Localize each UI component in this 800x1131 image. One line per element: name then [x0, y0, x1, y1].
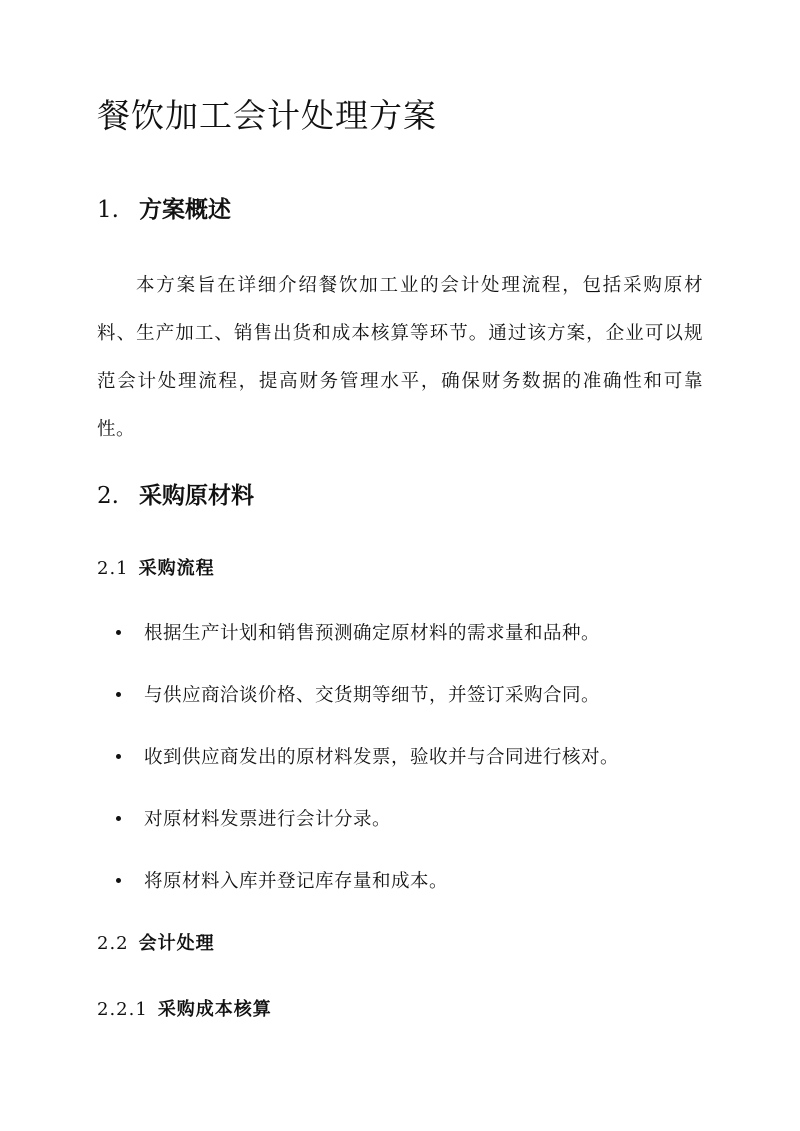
section-number: 1.: [97, 197, 119, 223]
document-title: 餐饮加工会计处理方案: [97, 96, 437, 135]
section-heading-overview: [97, 194, 231, 226]
list-item: [116, 866, 619, 928]
bullet-icon: [116, 878, 121, 883]
bullet-icon: [116, 754, 121, 759]
subsection-title: 会计处理: [138, 933, 215, 954]
list-item-text: 根据生产计划和销售预测确定原材料的需求量和品种。: [144, 623, 601, 644]
subsection-heading-cost-accounting: [97, 996, 272, 1024]
section-title: 采购原材料: [139, 482, 254, 509]
list-item-text: 对原材料发票进行会计分录。: [144, 809, 392, 830]
subsection-number: 2.2: [97, 933, 129, 954]
list-item: [116, 804, 619, 866]
list-item: [116, 618, 619, 680]
section-number: 2.: [97, 483, 119, 509]
purchase-process-list: [116, 618, 619, 928]
bullet-icon: [116, 630, 121, 635]
list-item-text: 收到供应商发出的原材料发票，验收并与合同进行核对。: [144, 747, 620, 768]
subsection-title: 采购成本核算: [157, 999, 272, 1020]
bullet-icon: [116, 816, 121, 821]
subsection-number: 2.1: [97, 558, 129, 579]
section-title: 方案概述: [139, 196, 231, 223]
subsection-heading-purchase-process: [97, 555, 215, 583]
overview-paragraph: 本方案旨在详细介绍餐饮加工业的会计处理流程，包括采购原材料、生产加工、销售出货和成本核算等环节。通过该方案，企业可以规范会计处理流程，提高财务管理水平，确保财务数据的准确性和可靠性。: [97, 275, 703, 440]
section-heading-purchase: [97, 480, 254, 512]
list-item: [116, 680, 619, 742]
list-item-text: 将原材料入库并登记库存量和成本。: [144, 871, 449, 892]
subsection-number: 2.2.1: [97, 999, 148, 1020]
list-item: [116, 742, 619, 804]
subsection-heading-accounting: [97, 930, 215, 958]
bullet-icon: [116, 692, 121, 697]
list-item-text: 与供应商洽谈价格、交货期等细节，并签订采购合同。: [144, 685, 601, 706]
subsection-title: 采购流程: [138, 558, 215, 579]
